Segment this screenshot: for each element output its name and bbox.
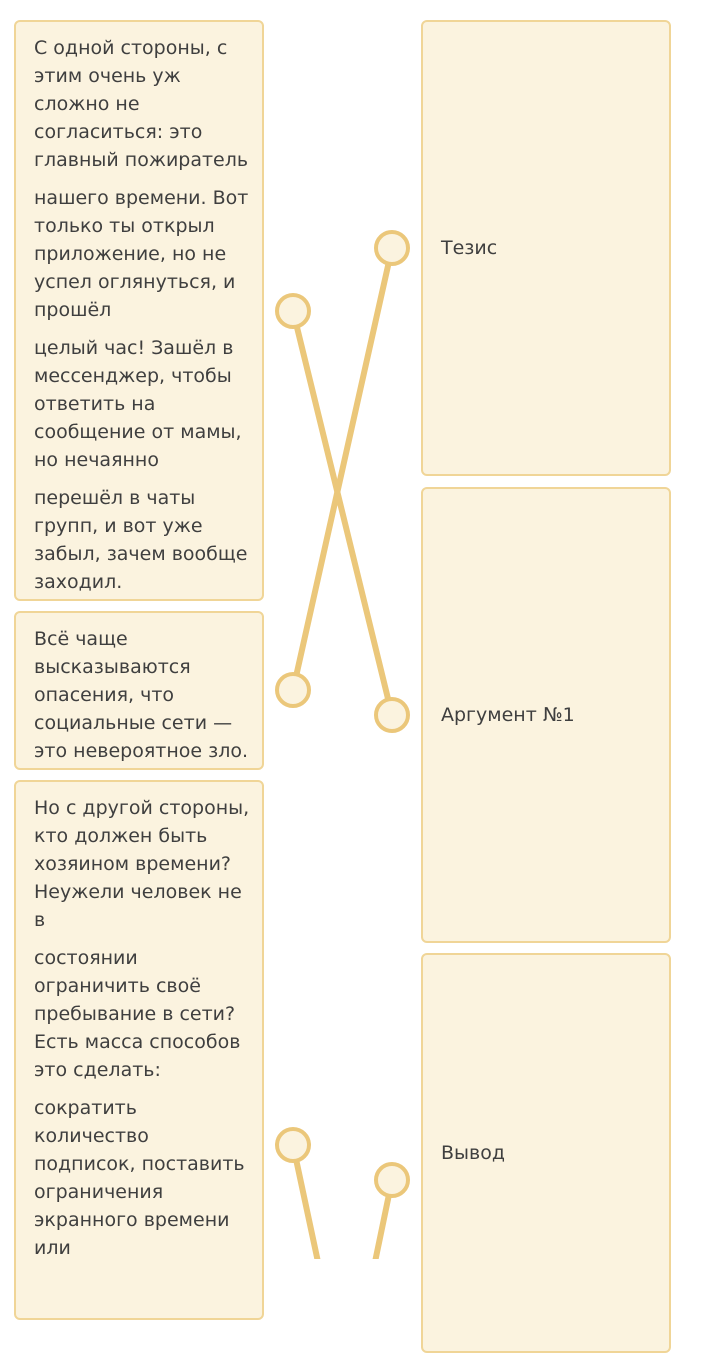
statement-card-who-owns-time[interactable] (14, 780, 264, 1320)
connector-handle[interactable] (277, 1129, 309, 1161)
target-label-thesis: Тезис (441, 237, 498, 259)
statement-paragraph: перешёл в чаты групп, и вот уже забыл, зачем вообще заходил. (34, 487, 248, 593)
target-label-argument-1: Аргумент №1 (441, 704, 575, 726)
statement-card-social-media-evil[interactable] (14, 611, 264, 770)
statement-paragraph: С одной стороны, с этим очень уж сложно не согласиться: это главный пожиратель (34, 37, 249, 171)
connector-handle[interactable] (277, 295, 309, 327)
statement-paragraph: Всё чаще высказываются опасения, что социальные сети — это невероятное зло. (34, 628, 249, 762)
connector-handle[interactable] (277, 674, 309, 706)
target-card-argument-1[interactable] (421, 487, 671, 943)
connector-handle[interactable] (376, 232, 408, 264)
connector-handle[interactable] (376, 699, 408, 731)
connector-line (293, 311, 392, 715)
target-card-thesis[interactable] (421, 20, 671, 476)
target-card-conclusion[interactable] (421, 953, 671, 1353)
statement-paragraph: состоянии ограничить своё пребывание в сети? Есть масса способов это сделать: (34, 947, 241, 1081)
connector-handle[interactable] (376, 1164, 408, 1196)
target-label-conclusion: Вывод (441, 1142, 505, 1164)
statement-paragraph: целый час! Зашёл в мессенджер, чтобы ответить на сообщение от мамы, но нечаянно (34, 337, 242, 471)
statement-card-social-media-time[interactable] (14, 20, 264, 601)
statement-paragraph: Но с другой стороны, кто должен быть хозяином времени? Неужели человек не в (34, 797, 250, 931)
statement-paragraph: нашего времени. Вот только ты открыл приложение, но не успел оглянуться, и прошёл (34, 187, 249, 321)
statement-paragraph: сократить количество подписок, поставить ограничения экранного времени или (34, 1097, 245, 1259)
